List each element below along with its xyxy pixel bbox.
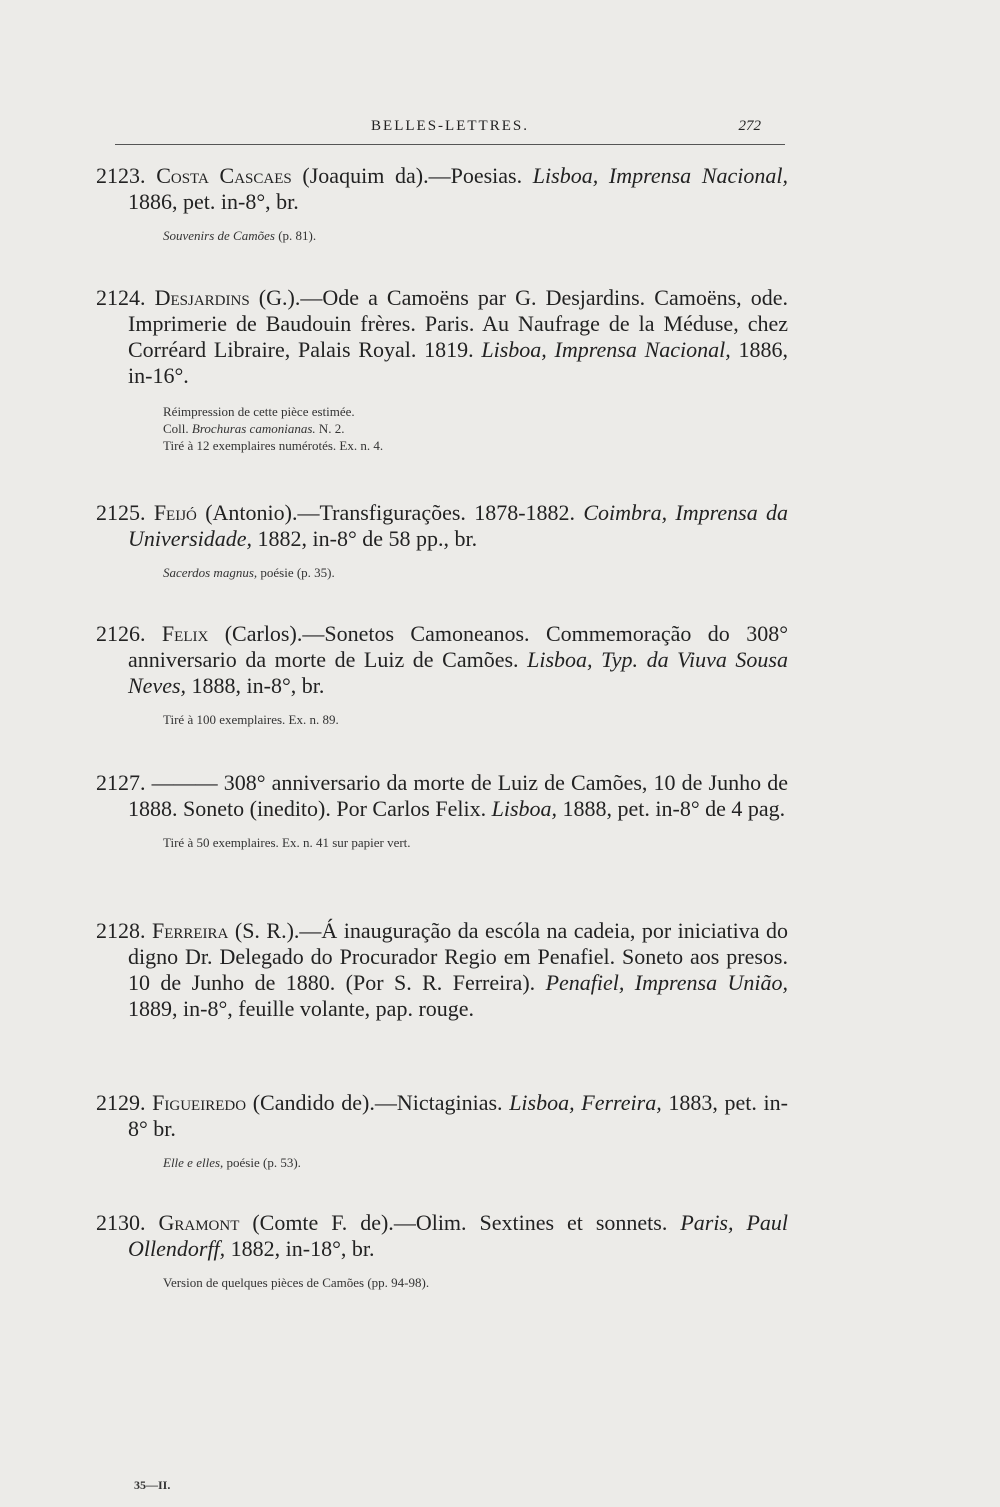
- entry-note: Sacerdos magnus, poésie (p. 35).: [163, 565, 335, 580]
- entry-note: Tiré à 50 exemplaires. Ex. n. 41 sur papier vert.: [163, 835, 411, 850]
- entry-text: 2129. Figueiredo (Candido de).—Nictaginias. Lisboa, Ferreira, 1883, pet. in-8° br.: [96, 1090, 788, 1141]
- entry-2130: [88, 1210, 788, 1291]
- entry-2123: [88, 163, 788, 244]
- entry-text: 2130. Gramont (Comte F. de).—Olim. Sextines et sonnets. Paris, Paul Ollendorff, 1882, in-18°, br.: [96, 1210, 788, 1261]
- entry-2129: [88, 1090, 788, 1171]
- page-header: [115, 118, 785, 148]
- entry-note: Version de quelques pièces de Camões (pp. 94-98).: [163, 1275, 430, 1290]
- entry-2127: [88, 770, 788, 851]
- entry-2126: [88, 621, 788, 728]
- entry-text: 2123. Costa Cascaes (Joaquim da).—Poesias. Lisboa, Imprensa Nacional, 1886, pet. in-8°, br.: [96, 163, 789, 214]
- page-number: 272: [738, 118, 761, 134]
- entry-text: 2126. Felix (Carlos).—Sonetos Camoneanos. Commemoração do 308° anniversario da morte de Luiz de Camões. Lisboa, Typ. da Viuva Sousa Neves, 1888, in-8°, br.: [96, 621, 789, 698]
- entry-text: 2127. ——— 308° anniversario da morte de Luiz de Camões, 10 de Junho de 1888. Soneto (inedito). Por Carlos Felix. Lisboa, 1888, pet. in-8° de 4 pag.: [96, 770, 788, 821]
- entry-text: 2124. Desjardins (G.).—Ode a Camoëns par G. Desjardins. Camoëns, ode. Imprimerie de Baudouin frères. Paris. Au Naufrage de la Méduse, chez Corréard Libraire, Palais Royal. 1819. Lisboa, Imprensa Nacional, 1886, in-16°.: [96, 285, 789, 388]
- header-rule: [115, 144, 785, 145]
- entry-note: Souvenirs de Camões (p. 81).: [163, 228, 317, 243]
- running-title: BELLES-LETTRES.: [371, 118, 529, 134]
- signature-mark: 35—II.: [134, 1478, 171, 1492]
- entry-2124: [88, 285, 788, 454]
- entry-note: Tiré à 100 exemplaires. Ex. n. 89.: [163, 712, 339, 727]
- entry-note: Elle e elles, poésie (p. 53).: [163, 1155, 301, 1170]
- entry-text: 2125. Feijó (Antonio).—Transfigurações. 1878-1882. Coimbra, Imprensa da Universidade, 1882, in-8° de 58 pp., br.: [96, 500, 788, 551]
- entry-2128: [88, 918, 788, 1022]
- entry-text: 2128. Ferreira (S. R.).—Á inauguração da escóla na cadeia, por iniciativa do digno Dr. Delegado do Procurador Regio em Penafiel. Soneto aos presos. 10 de Junho de 1880. (Por S. R. Ferreira). Penafiel, Imprensa União, 1889, in-8°, feuille volante, pap. rouge.: [96, 918, 789, 1021]
- entry-note: Réimpression de cette pièce estimée. Coll. Brochuras camonianas. N. 2. Tiré à 12 exemplaires numérotés. Ex. n. 4.: [163, 404, 384, 453]
- entry-2125: [88, 500, 788, 581]
